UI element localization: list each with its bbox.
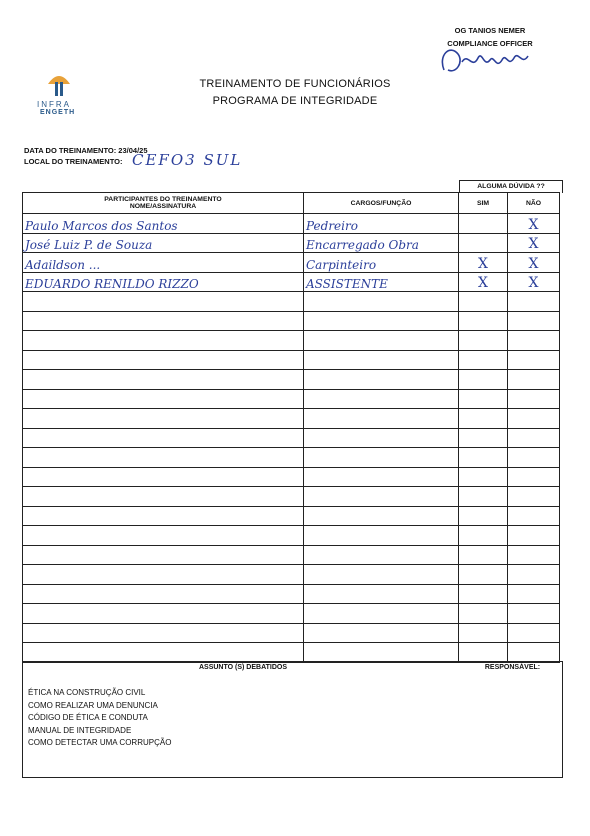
- no-cell: [508, 506, 560, 526]
- participant-name-cell: [23, 584, 304, 604]
- no-cell: [508, 370, 560, 390]
- no-cell: [508, 448, 560, 468]
- topic-item: ÉTICA NA CONSTRUÇÃO CIVIL: [28, 688, 146, 697]
- role-cell: [304, 331, 459, 351]
- yes-cell: [459, 623, 508, 643]
- table-row: [23, 350, 560, 370]
- participants-table: [22, 192, 560, 663]
- yes-cell: [459, 487, 508, 507]
- table-row: [23, 604, 560, 624]
- no-cell: [508, 409, 560, 429]
- no-value: X: [528, 236, 539, 252]
- no-cell: [508, 350, 560, 370]
- participant-name-cell: [23, 233, 304, 253]
- no-header-label: NÃO: [525, 199, 542, 207]
- role-cell: [304, 604, 459, 624]
- participant-name-value: Adaildson ...: [25, 257, 101, 272]
- yes-header-label: SIM: [476, 199, 490, 207]
- role-value: ASSISTENTE: [306, 277, 388, 291]
- no-value: X: [528, 275, 539, 291]
- table-row: [23, 272, 560, 292]
- table-row: [23, 506, 560, 526]
- role-cell: [304, 370, 459, 390]
- role-value: Encarregado Obra: [306, 238, 419, 252]
- role-cell: [304, 584, 459, 604]
- table-row: [23, 253, 560, 273]
- table-row: [23, 545, 560, 565]
- role-cell: [304, 428, 459, 448]
- yes-cell: [459, 545, 508, 565]
- yes-cell: [459, 253, 508, 273]
- logo-line1: INFRA: [37, 100, 71, 109]
- role-cell: [304, 565, 459, 585]
- topic-item: COMO DETECTAR UMA CORRUPÇÃO: [28, 738, 172, 747]
- no-cell: [508, 272, 560, 292]
- yes-cell: [459, 506, 508, 526]
- yes-value: X: [478, 275, 488, 291]
- no-value: X: [528, 255, 539, 272]
- yes-cell: [459, 643, 508, 663]
- page-title: TREINAMENTO DE FUNCIONÁRIOS: [199, 78, 391, 90]
- role-cell: [304, 526, 459, 546]
- yes-cell: [459, 428, 508, 448]
- role-value: Pedreiro: [306, 218, 358, 233]
- participant-name-value: EDUARDO RENILDO RIZZO: [25, 277, 199, 291]
- officer-name: OG TANIOS NEMER: [454, 26, 526, 35]
- role-cell: [304, 506, 459, 526]
- participant-name-cell: [23, 214, 304, 234]
- yes-header: [459, 193, 508, 214]
- role-cell: [304, 350, 459, 370]
- participant-name-cell: [23, 545, 304, 565]
- participant-name-cell: [23, 292, 304, 312]
- role-cell: [304, 545, 459, 565]
- officer-signature: [436, 40, 546, 80]
- participant-name-cell: [23, 350, 304, 370]
- no-cell: [508, 311, 560, 331]
- participant-name-cell: [23, 253, 304, 273]
- role-cell: [304, 389, 459, 409]
- subjects-header: ASSUNTO (S) DEBATIDOS: [198, 664, 288, 671]
- participant-name-cell: [23, 467, 304, 487]
- role-cell: [304, 233, 459, 253]
- training-date: DATA DO TREINAMENTO: 23/04/25: [24, 146, 148, 155]
- no-cell: [508, 584, 560, 604]
- participant-name-cell: [23, 272, 304, 292]
- yes-cell: [459, 565, 508, 585]
- role-cell: [304, 467, 459, 487]
- no-cell: [508, 467, 560, 487]
- doubt-header: ALGUMA DÚVIDA ??: [477, 183, 545, 190]
- no-cell: [508, 331, 560, 351]
- yes-value: X: [478, 255, 488, 272]
- yes-cell: [459, 233, 508, 253]
- participant-name-cell: [23, 643, 304, 663]
- officer-title: COMPLIANCE OFFICER: [447, 38, 533, 48]
- topic-item: CÓDIGO DE ÉTICA E CONDUTA: [28, 713, 148, 722]
- participant-name-cell: [23, 506, 304, 526]
- yes-cell: [459, 526, 508, 546]
- no-cell: [508, 487, 560, 507]
- yes-cell: [459, 409, 508, 429]
- table-row: [23, 292, 560, 312]
- role-value: Carpinteiro: [306, 257, 377, 272]
- role-cell: [304, 623, 459, 643]
- yes-cell: [459, 350, 508, 370]
- role-cell: [304, 214, 459, 234]
- participant-name-cell: [23, 487, 304, 507]
- table-row: [23, 428, 560, 448]
- yes-cell: [459, 331, 508, 351]
- table-header-row: [23, 193, 560, 214]
- no-cell: [508, 623, 560, 643]
- no-cell: [508, 565, 560, 585]
- table-row: [23, 467, 560, 487]
- role-cell: [304, 311, 459, 331]
- role-header-label: CARGOS/FUNÇÃO: [350, 199, 412, 207]
- table-row: [23, 233, 560, 253]
- role-header: [304, 193, 459, 214]
- no-header: [508, 193, 560, 214]
- participant-name-cell: [23, 311, 304, 331]
- table-row: [23, 214, 560, 234]
- yes-cell: [459, 467, 508, 487]
- table-row: [23, 584, 560, 604]
- no-cell: [508, 545, 560, 565]
- no-cell: [508, 643, 560, 663]
- role-cell: [304, 409, 459, 429]
- yes-cell: [459, 584, 508, 604]
- table-row: [23, 526, 560, 546]
- yes-cell: [459, 604, 508, 624]
- responsible-header: RESPONSÁVEL:: [484, 664, 541, 671]
- role-cell: [304, 292, 459, 312]
- participant-name-cell: [23, 604, 304, 624]
- table-row: [23, 331, 560, 351]
- table-row: [23, 389, 560, 409]
- participant-name-cell: [23, 370, 304, 390]
- participant-name-value: José Luiz P. de Souza: [25, 238, 153, 252]
- no-cell: [508, 389, 560, 409]
- participant-name-cell: [23, 389, 304, 409]
- table-row: [23, 643, 560, 663]
- participant-name-value: Paulo Marcos dos Santos: [25, 218, 178, 233]
- participant-name-cell: [23, 409, 304, 429]
- participant-name-cell: [23, 428, 304, 448]
- participant-name-cell: [23, 565, 304, 585]
- topic-item: MANUAL DE INTEGRIDADE: [28, 725, 132, 735]
- table-row: [23, 448, 560, 468]
- training-location-value: CEFO3 SUL: [132, 151, 243, 169]
- table-row: [23, 409, 560, 429]
- role-cell: [304, 253, 459, 273]
- table-row: [23, 370, 560, 390]
- no-value: X: [528, 216, 539, 233]
- no-cell: [508, 253, 560, 273]
- participants-header-title: PARTICIPANTES DO TREINAMENTO: [104, 196, 222, 203]
- table-row: [23, 565, 560, 585]
- yes-cell: [459, 272, 508, 292]
- no-cell: [508, 214, 560, 234]
- table-row: [23, 311, 560, 331]
- role-cell: [304, 272, 459, 292]
- no-cell: [508, 526, 560, 546]
- subjects-section: [22, 661, 563, 778]
- yes-cell: [459, 448, 508, 468]
- logo-line2: ENGETH: [40, 109, 76, 116]
- no-cell: [508, 428, 560, 448]
- topic-item: COMO REALIZAR UMA DENUNCIA: [28, 700, 158, 710]
- table-row: [23, 623, 560, 643]
- yes-cell: [459, 292, 508, 312]
- participant-name-cell: [23, 448, 304, 468]
- yes-cell: [459, 389, 508, 409]
- participant-name-cell: [23, 526, 304, 546]
- no-cell: [508, 292, 560, 312]
- participant-name-cell: [23, 623, 304, 643]
- topics-list: [28, 687, 171, 750]
- no-cell: [508, 233, 560, 253]
- role-cell: [304, 487, 459, 507]
- page-subtitle: PROGRAMA DE INTEGRIDADE: [212, 95, 378, 107]
- yes-cell: [459, 214, 508, 234]
- no-cell: [508, 604, 560, 624]
- yes-cell: [459, 311, 508, 331]
- role-cell: [304, 448, 459, 468]
- participants-header-sub: NOME/ASSINATURA: [129, 203, 197, 210]
- participant-name-cell: [23, 331, 304, 351]
- participants-header: [23, 193, 304, 214]
- table-row: [23, 487, 560, 507]
- role-cell: [304, 643, 459, 663]
- yes-cell: [459, 370, 508, 390]
- training-location-label: LOCAL DO TREINAMENTO:: [24, 157, 123, 166]
